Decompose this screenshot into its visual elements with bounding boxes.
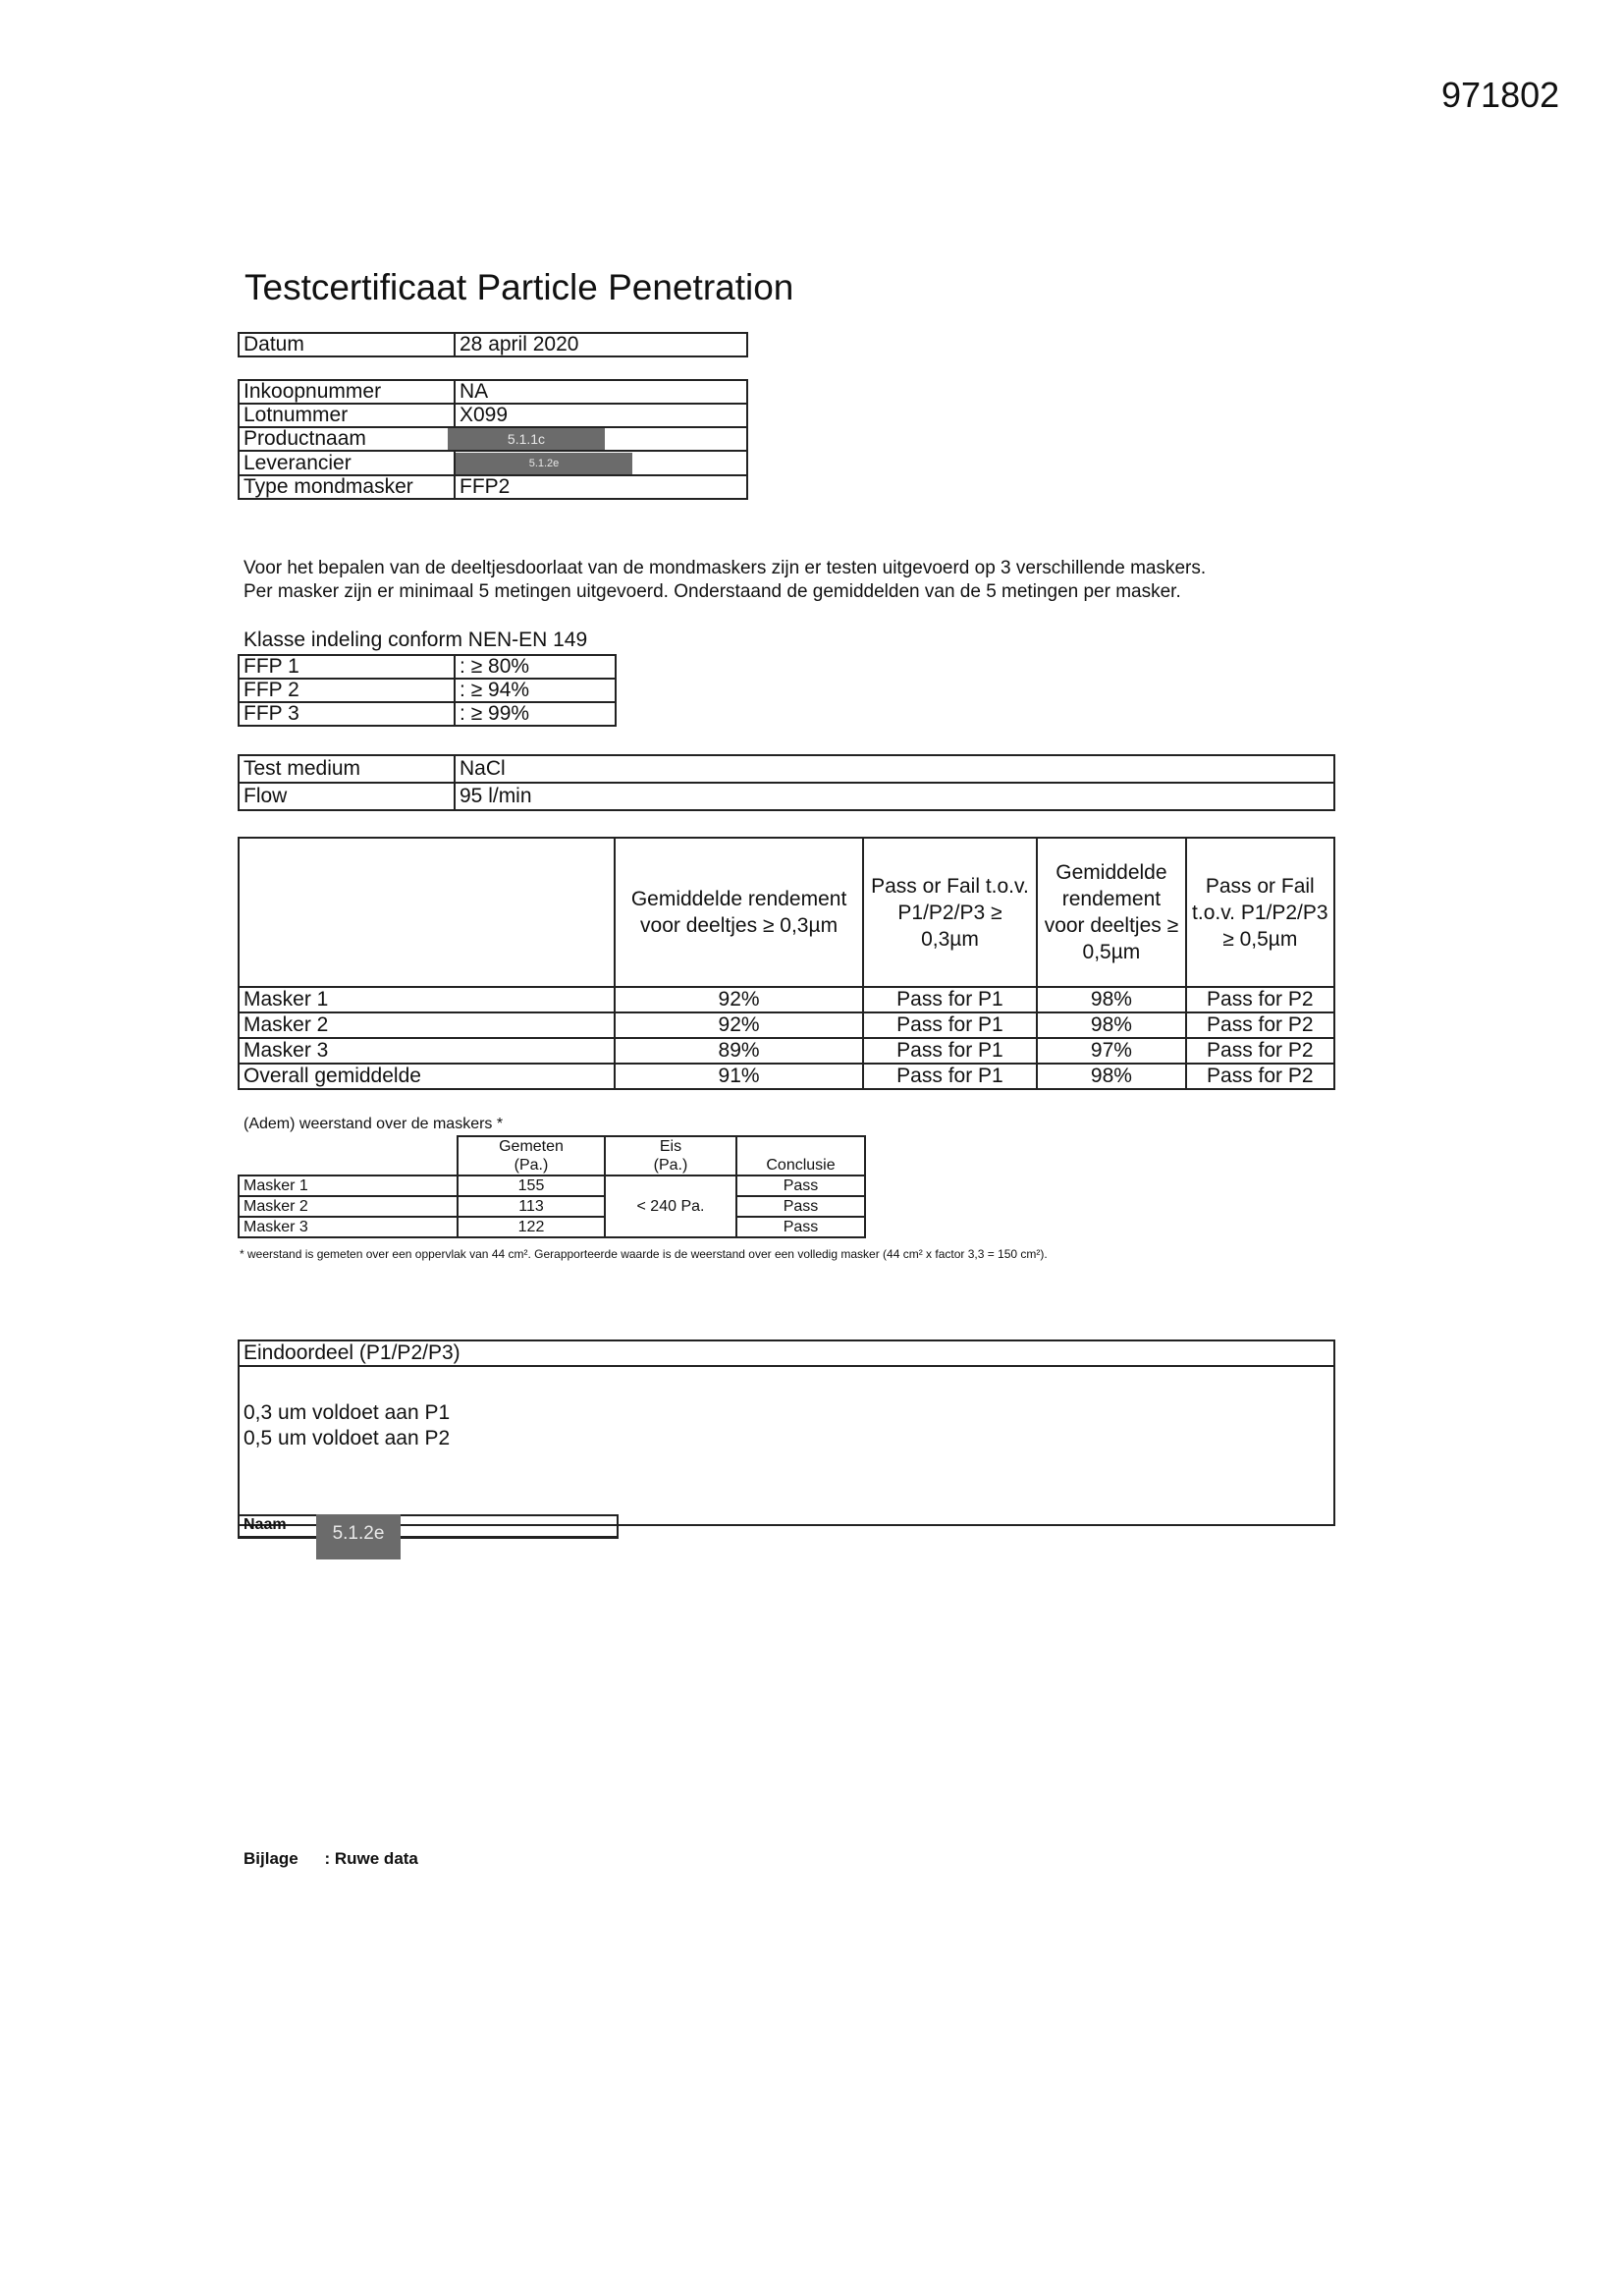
naam-redaction: 5.1.2e bbox=[316, 1514, 401, 1559]
results-cell: Pass for P1 bbox=[863, 987, 1038, 1012]
table-row bbox=[239, 1064, 1334, 1089]
table-row bbox=[239, 783, 1334, 810]
table-row bbox=[239, 427, 747, 451]
table-row bbox=[239, 1136, 865, 1175]
adem-cell: 122 bbox=[458, 1217, 605, 1237]
productnaam-cell bbox=[455, 427, 747, 451]
table-row bbox=[239, 1175, 865, 1196]
inkoopnummer-label: Inkoopnummer bbox=[239, 380, 455, 404]
intro-paragraph bbox=[244, 557, 1206, 604]
results-table bbox=[238, 837, 1335, 1090]
table-row bbox=[239, 1217, 865, 1237]
results-cell: Pass for P2 bbox=[1186, 987, 1334, 1012]
flow-value: 95 l/min bbox=[455, 783, 1334, 810]
table-row bbox=[239, 1012, 1334, 1038]
test-medium-value: NaCl bbox=[455, 755, 1334, 783]
adem-heading: (Adem) weerstand over de maskers * bbox=[244, 1116, 504, 1132]
adem-header-eis-unit: (Pa.) bbox=[653, 1157, 688, 1174]
klasse-table bbox=[238, 654, 617, 727]
results-cell: 91% bbox=[615, 1064, 862, 1089]
adem-cell: Masker 2 bbox=[239, 1196, 458, 1217]
product-info-table bbox=[238, 379, 748, 500]
table-row bbox=[239, 1340, 1334, 1366]
inkoopnummer-value: NA bbox=[455, 380, 747, 404]
results-cell: 97% bbox=[1037, 1038, 1185, 1064]
table-row bbox=[239, 702, 616, 726]
bijlage-value: : Ruwe data bbox=[324, 1849, 418, 1868]
bijlage-label: Bijlage bbox=[244, 1849, 298, 1868]
results-cell: Overall gemiddelde bbox=[239, 1064, 615, 1089]
datum-table bbox=[238, 332, 748, 357]
results-cell: Pass for P1 bbox=[863, 1064, 1038, 1089]
results-cell: 92% bbox=[615, 987, 862, 1012]
lotnummer-label: Lotnummer bbox=[239, 404, 455, 427]
results-cell: Pass for P2 bbox=[1186, 1064, 1334, 1089]
table-row bbox=[239, 451, 747, 474]
adem-eis-value: < 240 Pa. bbox=[605, 1175, 736, 1237]
adem-header-eis-label: Eis bbox=[659, 1138, 682, 1155]
datum-label: Datum bbox=[239, 333, 455, 356]
eindoordeel-table bbox=[238, 1339, 1335, 1526]
adem-table bbox=[238, 1135, 866, 1238]
leverancier-label: Leverancier bbox=[239, 451, 455, 474]
productnaam-label: Productnaam bbox=[239, 427, 455, 451]
results-cell: Pass for P1 bbox=[863, 1012, 1038, 1038]
klasse-heading: Klasse indeling conform NEN-EN 149 bbox=[244, 629, 588, 651]
adem-header-gemeten-label: Gemeten bbox=[499, 1138, 564, 1155]
adem-cell: 113 bbox=[458, 1196, 605, 1217]
results-cell: 98% bbox=[1037, 1012, 1185, 1038]
results-header-empty bbox=[239, 838, 615, 987]
table-row bbox=[239, 475, 747, 499]
adem-cell: 155 bbox=[458, 1175, 605, 1196]
medium-table bbox=[238, 754, 1335, 811]
eindoordeel-heading: Eindoordeel (P1/P2/P3) bbox=[239, 1340, 1334, 1366]
results-cell: Masker 2 bbox=[239, 1012, 615, 1038]
adem-header-eis bbox=[605, 1136, 736, 1175]
type-mondmasker-value: FFP2 bbox=[455, 475, 747, 499]
leverancier-redaction: 5.1.2e bbox=[456, 453, 632, 474]
results-cell: 98% bbox=[1037, 987, 1185, 1012]
table-row bbox=[239, 380, 747, 404]
ffp2-value: : ≥ 94% bbox=[455, 679, 616, 702]
results-cell: 92% bbox=[615, 1012, 862, 1038]
results-header-pass-05: Pass or Fail t.o.v. P1/P2/P3 ≥ 0,5µm bbox=[1186, 838, 1334, 987]
results-cell: 89% bbox=[615, 1038, 862, 1064]
results-header-avg-03: Gemiddelde rendement voor deeltjes ≥ 0,3µm bbox=[615, 838, 862, 987]
results-header-row bbox=[239, 838, 1334, 987]
table-row bbox=[239, 333, 747, 356]
document-number: 971802 bbox=[1441, 75, 1560, 115]
type-mondmasker-label: Type mondmasker bbox=[239, 475, 455, 499]
results-header-pass-03: Pass or Fail t.o.v. P1/P2/P3 ≥ 0,3µm bbox=[863, 838, 1038, 987]
results-header-avg-05: Gemiddelde rendement voor deeltjes ≥ 0,5µm bbox=[1037, 838, 1185, 987]
results-cell: Pass for P2 bbox=[1186, 1012, 1334, 1038]
intro-line-2: Per masker zijn er minimaal 5 metingen uitgevoerd. Onderstaand de gemiddelden van de 5 metingen per masker. bbox=[244, 581, 1181, 602]
bijlage bbox=[244, 1849, 418, 1869]
productnaam-redaction: 5.1.1c bbox=[448, 428, 605, 450]
ffp3-label: FFP 3 bbox=[239, 702, 455, 726]
table-row bbox=[239, 679, 616, 702]
eindoordeel-body bbox=[239, 1366, 1334, 1525]
results-cell: Pass for P2 bbox=[1186, 1038, 1334, 1064]
table-row bbox=[239, 655, 616, 679]
ffp2-label: FFP 2 bbox=[239, 679, 455, 702]
page-title: Testcertificaat Particle Penetration bbox=[244, 267, 794, 307]
eindoordeel-line-1: 0,3 um voldoet aan P1 bbox=[244, 1401, 451, 1424]
results-cell: Pass for P1 bbox=[863, 1038, 1038, 1064]
naam-label: Naam bbox=[244, 1516, 287, 1533]
ffp1-label: FFP 1 bbox=[239, 655, 455, 679]
adem-cell: Masker 1 bbox=[239, 1175, 458, 1196]
ffp1-value: : ≥ 80% bbox=[455, 655, 616, 679]
leverancier-cell bbox=[455, 451, 747, 474]
eindoordeel-line-2: 0,5 um voldoet aan P2 bbox=[244, 1427, 451, 1449]
table-row bbox=[239, 987, 1334, 1012]
table-row bbox=[239, 1038, 1334, 1064]
results-cell: Masker 3 bbox=[239, 1038, 615, 1064]
table-row bbox=[239, 755, 1334, 783]
table-row bbox=[239, 1366, 1334, 1525]
flow-label: Flow bbox=[239, 783, 455, 810]
adem-header-empty bbox=[239, 1136, 458, 1175]
intro-line-1: Voor het bepalen van de deeltjesdoorlaat van de mondmaskers zijn er testen uitgevoerd op 3 verschillende maskers. bbox=[244, 558, 1207, 578]
table-row bbox=[239, 1196, 865, 1217]
naam-field bbox=[238, 1514, 619, 1544]
adem-cell: Pass bbox=[736, 1217, 865, 1237]
test-medium-label: Test medium bbox=[239, 755, 455, 783]
results-cell: 98% bbox=[1037, 1064, 1185, 1089]
ffp3-value: : ≥ 99% bbox=[455, 702, 616, 726]
adem-header-gemeten bbox=[458, 1136, 605, 1175]
table-row bbox=[239, 404, 747, 427]
adem-header-conclusie: Conclusie bbox=[736, 1136, 865, 1175]
adem-footnote: * weerstand is gemeten over een oppervlak van 44 cm². Gerapporteerde waarde is de weerstand over een volledig masker (44 cm² x factor 3,3 = 150 cm²). bbox=[240, 1247, 1048, 1261]
adem-cell: Pass bbox=[736, 1196, 865, 1217]
results-cell: Masker 1 bbox=[239, 987, 615, 1012]
adem-header-gemeten-unit: (Pa.) bbox=[514, 1157, 549, 1174]
lotnummer-value: X099 bbox=[455, 404, 747, 427]
adem-cell: Pass bbox=[736, 1175, 865, 1196]
datum-value: 28 april 2020 bbox=[455, 333, 747, 356]
adem-cell: Masker 3 bbox=[239, 1217, 458, 1237]
